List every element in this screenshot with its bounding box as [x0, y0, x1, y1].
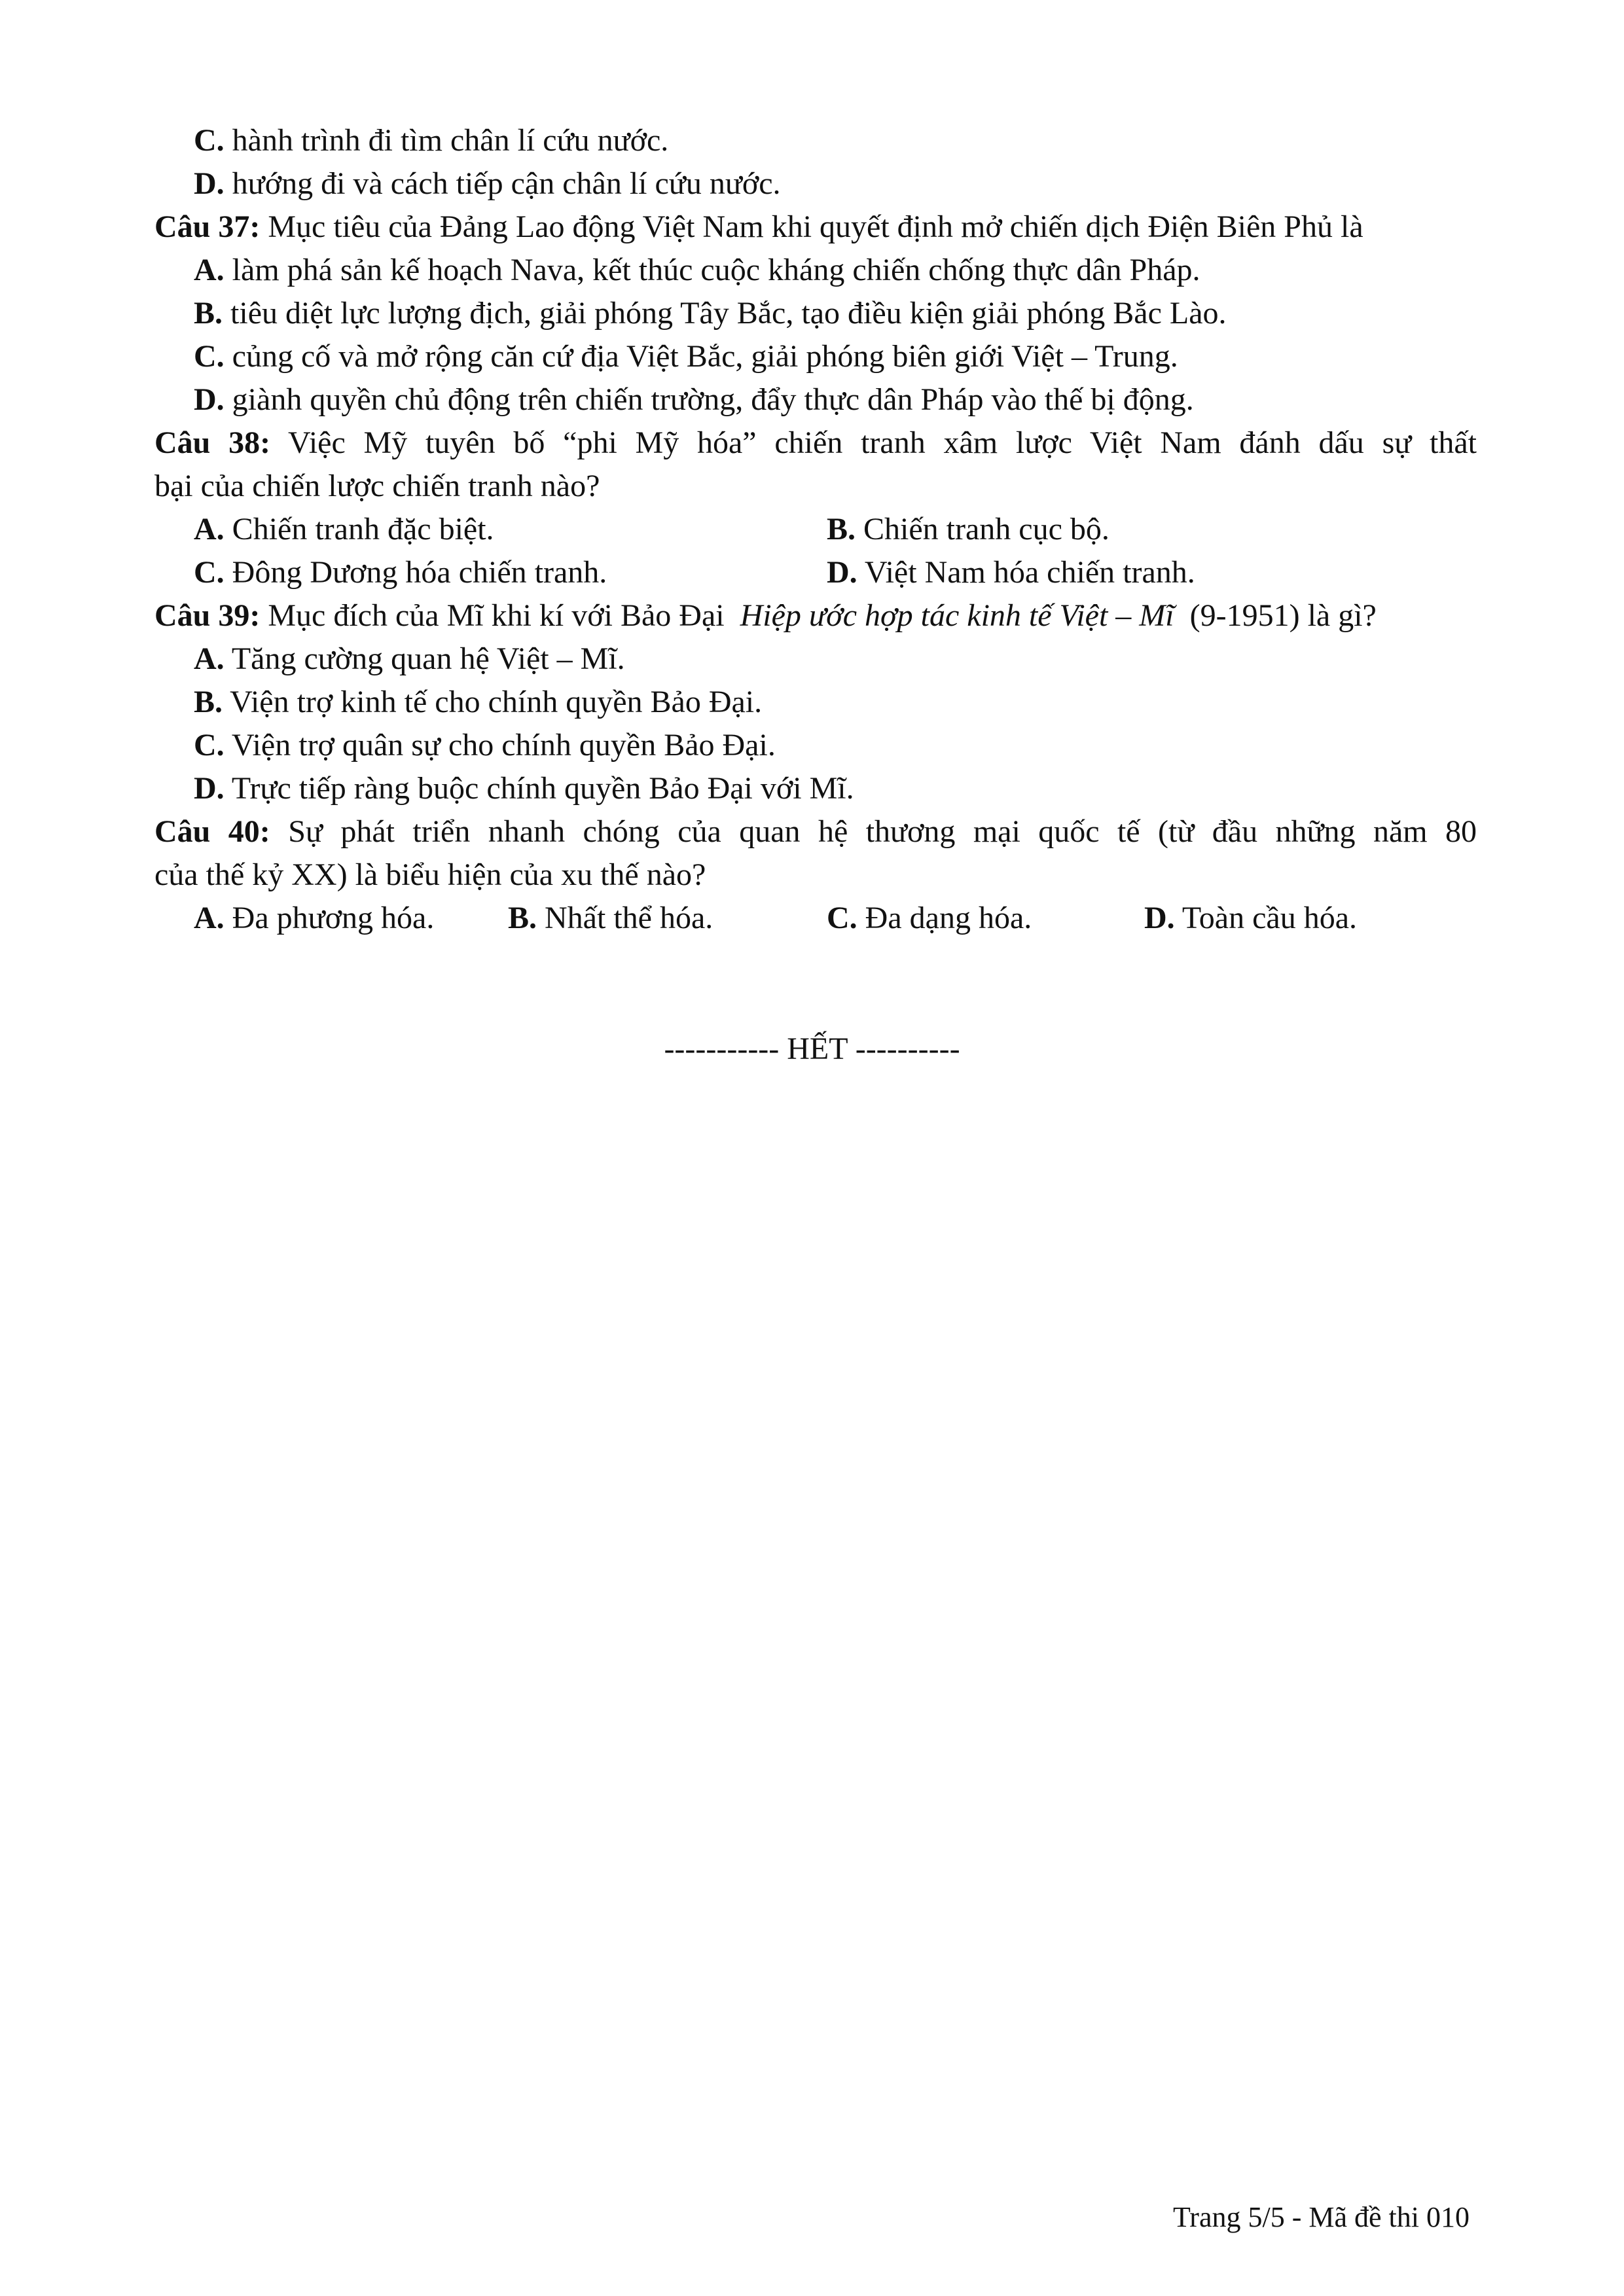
option-text: Đa phương hóa. [232, 901, 435, 935]
option-text: hành trình đi tìm chân lí cứu nước. [232, 123, 669, 158]
option-letter: A. [194, 901, 225, 935]
option-letter: A. [194, 253, 225, 287]
option-letter: C. [194, 123, 225, 158]
question-37 [154, 207, 1363, 247]
question-text: Mục tiêu của Đảng Lao động Việt Nam khi quyết định mở chiến dịch Điện Biên Phủ là [268, 209, 1363, 244]
page-footer: Trang 5/5 - Mã đề thi 010 [1172, 2201, 1470, 2233]
q37-option-a [194, 250, 1200, 291]
q38-option-a [194, 509, 494, 550]
option-text: Trực tiếp ràng buộc chính quyền Bảo Đại với Mĩ. [231, 771, 854, 806]
option-letter: B. [194, 685, 223, 719]
option-letter: D. [194, 382, 225, 417]
q38-option-d [827, 552, 1195, 593]
option-text: Nhất thể hóa. [545, 901, 713, 935]
question-label: Câu 40: [154, 814, 270, 849]
q39-option-a [194, 639, 625, 679]
option-text: Chiến tranh cục bộ. [863, 512, 1110, 547]
q39-option-b [194, 682, 762, 723]
option-text: hướng đi và cách tiếp cận chân lí cứu nước. [232, 166, 781, 201]
option-letter: A. [194, 641, 225, 676]
option-letter: B. [194, 296, 223, 331]
option-text: Tăng cường quan hệ Việt – Mĩ. [231, 641, 625, 676]
option-letter: B. [827, 512, 856, 547]
option-text: làm phá sản kế hoạch Nava, kết thúc cuộc kháng chiến chống thực dân Pháp. [232, 253, 1200, 287]
option-text: Đa dạng hóa. [865, 901, 1032, 935]
question-38-cont [154, 466, 600, 507]
option-text: Viện trợ quân sự cho chính quyền Bảo Đại. [231, 728, 776, 762]
option-letter: D. [194, 166, 225, 201]
question-label: Câu 38: [154, 425, 271, 460]
question-39 [154, 596, 1377, 636]
question-label: Câu 39: [154, 598, 261, 633]
option-text: Việt Nam hóa chiến tranh. [864, 555, 1195, 590]
option-letter: B. [508, 901, 537, 935]
question-text: bại của chiến lược chiến tranh nào? [154, 469, 600, 503]
question-text: của thế kỷ XX) là biểu hiện của xu thế nào? [154, 857, 706, 892]
q38-option-c [194, 552, 607, 593]
q40-option-c [827, 898, 1032, 939]
option-letter: A. [194, 512, 225, 547]
q39-option-d [194, 768, 854, 809]
prev-option-d [194, 164, 781, 204]
question-40 [154, 812, 1477, 852]
q37-option-b [194, 293, 1227, 334]
question-text: Mục đích của Mĩ khi kí với Bảo Đại [268, 598, 725, 633]
treaty-title: Hiệp ước hợp tác kinh tế Việt – Mĩ [740, 598, 1174, 633]
question-text: Sự phát triển nhanh chóng của quan hệ thương mại quốc tế (từ đầu những năm 80 [288, 814, 1477, 849]
option-letter: C. [194, 555, 225, 590]
q37-option-c [194, 336, 1178, 377]
q37-option-d [194, 380, 1194, 420]
option-letter: C. [194, 728, 225, 762]
option-letter: C. [827, 901, 857, 935]
end-marker: ----------- HẾT ---------- [664, 1031, 960, 1066]
q39-option-c [194, 725, 776, 766]
q40-option-b [508, 898, 713, 939]
question-40-cont [154, 855, 706, 895]
option-text: Toàn cầu hóa. [1182, 901, 1357, 935]
q40-option-d [1144, 898, 1357, 939]
option-text: tiêu diệt lực lượng địch, giải phóng Tây Bắc, tạo điều kiện giải phóng Bắc Lào. [230, 296, 1227, 331]
option-text: giành quyền chủ động trên chiến trường, đẩy thực dân Pháp vào thế bị động. [232, 382, 1194, 417]
q40-options-row [0, 898, 1624, 939]
q38-option-b [827, 509, 1110, 550]
option-text: Chiến tranh đặc biệt. [232, 512, 494, 547]
option-letter: C. [194, 339, 225, 374]
q40-option-a [194, 898, 434, 939]
option-text: Đông Dương hóa chiến tranh. [232, 555, 607, 590]
option-letter: D. [1144, 901, 1175, 935]
option-text: Viện trợ kinh tế cho chính quyền Bảo Đại. [230, 685, 763, 719]
question-38 [154, 423, 1477, 463]
question-text: Việc Mỹ tuyên bố “phi Mỹ hóa” chiến tranh xâm lược Việt Nam đánh dấu sự thất [288, 425, 1477, 460]
question-label: Câu 37: [154, 209, 261, 244]
prev-option-c [194, 120, 668, 161]
question-text-end: (9-1951) là gì? [1189, 598, 1377, 633]
option-letter: D. [194, 771, 225, 806]
option-text: củng cố và mở rộng căn cứ địa Việt Bắc, giải phóng biên giới Việt – Trung. [232, 339, 1178, 374]
option-letter: D. [827, 555, 857, 590]
